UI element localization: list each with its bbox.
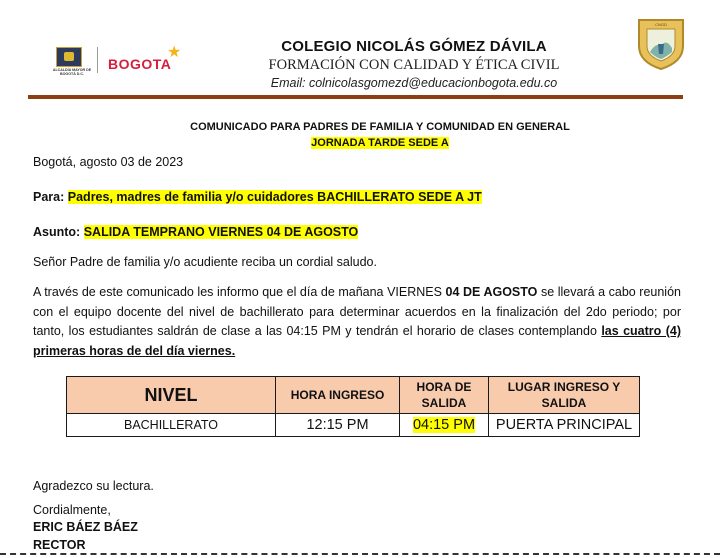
column-header-nivel: NIVEL — [67, 377, 276, 414]
recipient-line — [33, 190, 482, 204]
document-heading: COMUNICADO PARA PADRES DE FAMILIA Y COMUNIDAD EN GENERAL — [190, 121, 570, 133]
greeting: Señor Padre de familia y/o acudiente reciba un cordial saludo. — [33, 255, 377, 269]
cell-hora-salida: 04:15 PM — [412, 417, 476, 433]
header-line: SALIDA — [541, 396, 587, 410]
header-line: SALIDA — [421, 396, 467, 410]
school-name: COLEGIO NICOLÁS GÓMEZ DÁVILA — [281, 38, 547, 55]
document-date: Bogotá, agosto 03 de 2023 — [33, 155, 184, 169]
body-text-1: A través de este comunicado les informo que el día de mañana VIERNES — [33, 285, 446, 299]
cell-hora-salida-wrap — [400, 414, 489, 437]
school-crest-icon — [636, 16, 686, 71]
signer-role: RECTOR — [33, 538, 86, 552]
svg-text:CNGD: CNGD — [655, 22, 667, 27]
header-divider — [28, 95, 683, 99]
closing-thanks: Agradezco su lectura. — [33, 479, 154, 493]
cell-nivel: BACHILLERATO — [67, 414, 276, 437]
body-underlined: las cuatro (4) primeras horas de del día viernes. — [33, 324, 681, 358]
coat-of-arms-icon — [56, 47, 82, 67]
subject-line — [33, 225, 358, 239]
school-motto: FORMACIÓN CON CALIDAD Y ÉTICA CIVIL — [268, 57, 560, 73]
jornada-text: JORNADA TARDE SEDE A — [311, 137, 449, 149]
closing-salutation: Cordialmente, — [33, 503, 111, 517]
alcaldia-caption: ALCALDÍA MAYOR DE BOGOTÁ D.C. — [52, 68, 92, 76]
signer-name: ERIC BÁEZ BÁEZ — [33, 520, 138, 534]
star-icon: ★ — [167, 44, 182, 61]
logo-divider — [97, 47, 98, 73]
table-row — [67, 414, 640, 437]
column-header-hora-salida — [400, 377, 489, 414]
cell-hora-ingreso: 12:15 PM — [276, 414, 400, 437]
cell-lugar: PUERTA PRINCIPAL — [489, 414, 640, 437]
school-email: Email: colnicolasgomezd@educacionbogota.edu.co — [270, 76, 558, 90]
column-header-hora-ingreso: HORA INGRESO — [276, 377, 400, 414]
para-label: Para: — [33, 190, 65, 204]
asunto-label: Asunto: — [33, 225, 81, 239]
body-paragraph — [33, 283, 681, 361]
schedule-table — [66, 376, 640, 437]
header-line: LUGAR INGRESO Y — [507, 380, 621, 394]
asunto-value: SALIDA TEMPRANO VIERNES 04 DE AGOSTO — [83, 225, 359, 239]
alcaldia-logo — [50, 47, 90, 79]
bogota-logo: BOGOTA — [108, 56, 172, 72]
column-header-lugar — [489, 377, 640, 414]
body-date-bold: 04 DE AGOSTO — [445, 285, 538, 299]
header-line: HORA DE — [416, 380, 472, 394]
table-header-row — [67, 377, 640, 414]
body-text-2: se llevará a cabo reunión con el equipo docente del nivel de bachillerato para determinar acuerdos en la finalización del 2do periodo; por tanto, los estudiantes saldrán de clase a las 04:15 PM y tendrán el horario de clases contemplando — [33, 285, 681, 338]
page-break-line — [0, 553, 720, 555]
para-value: Padres, madres de familia y/o cuidadores BACHILLERATO SEDE A JT — [67, 190, 482, 204]
jornada-subheading — [150, 137, 610, 149]
